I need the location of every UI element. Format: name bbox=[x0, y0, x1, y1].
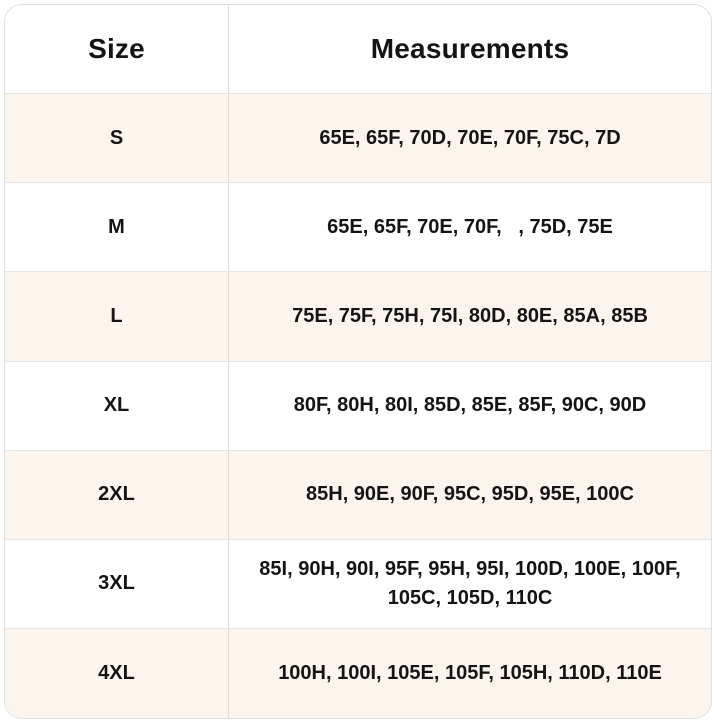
table-row-2xl bbox=[5, 451, 711, 540]
table-row-s bbox=[5, 94, 711, 183]
measurements-cell: 65E, 65F, 70D, 70E, 70F, 75C, 7D bbox=[319, 126, 621, 149]
measurements-cell: 85H, 90E, 90F, 95C, 95D, 95E, 100C bbox=[306, 483, 634, 506]
size-cell: 3XL bbox=[5, 540, 229, 628]
size-cell: S bbox=[5, 94, 229, 182]
measurements-column-header: Measurements bbox=[370, 33, 570, 65]
measurements-cell: 75E, 75F, 75H, 75I, 80D, 80E, 85A, 85B bbox=[292, 304, 648, 327]
size-column-header: Size bbox=[5, 5, 229, 93]
measurements-cell: 85I, 90H, 90I, 95F, 95H, 95I, 100D, 100E, 100F, 105C, 105D, 110C bbox=[259, 557, 681, 609]
measurements-cell: 65E, 65F, 70E, 70F, , 75D, 75E bbox=[327, 215, 613, 238]
table-row-xl bbox=[5, 362, 711, 451]
size-cell: 4XL bbox=[5, 629, 229, 718]
table-row-l bbox=[5, 272, 711, 361]
table-header-row bbox=[5, 5, 711, 94]
size-cell: L bbox=[5, 272, 229, 360]
table-row-4xl bbox=[5, 629, 711, 718]
size-cell: 2XL bbox=[5, 451, 229, 539]
table-row-3xl bbox=[5, 540, 711, 629]
measurements-cell: 80F, 80H, 80I, 85D, 85E, 85F, 90C, 90D bbox=[293, 394, 647, 417]
size-cell: XL bbox=[5, 362, 229, 450]
size-cell: M bbox=[5, 183, 229, 271]
measurements-cell: 100H, 100I, 105E, 105F, 105H, 110D, 110E bbox=[278, 661, 662, 684]
table-row-m bbox=[5, 183, 711, 272]
size-chart-table bbox=[4, 4, 712, 719]
